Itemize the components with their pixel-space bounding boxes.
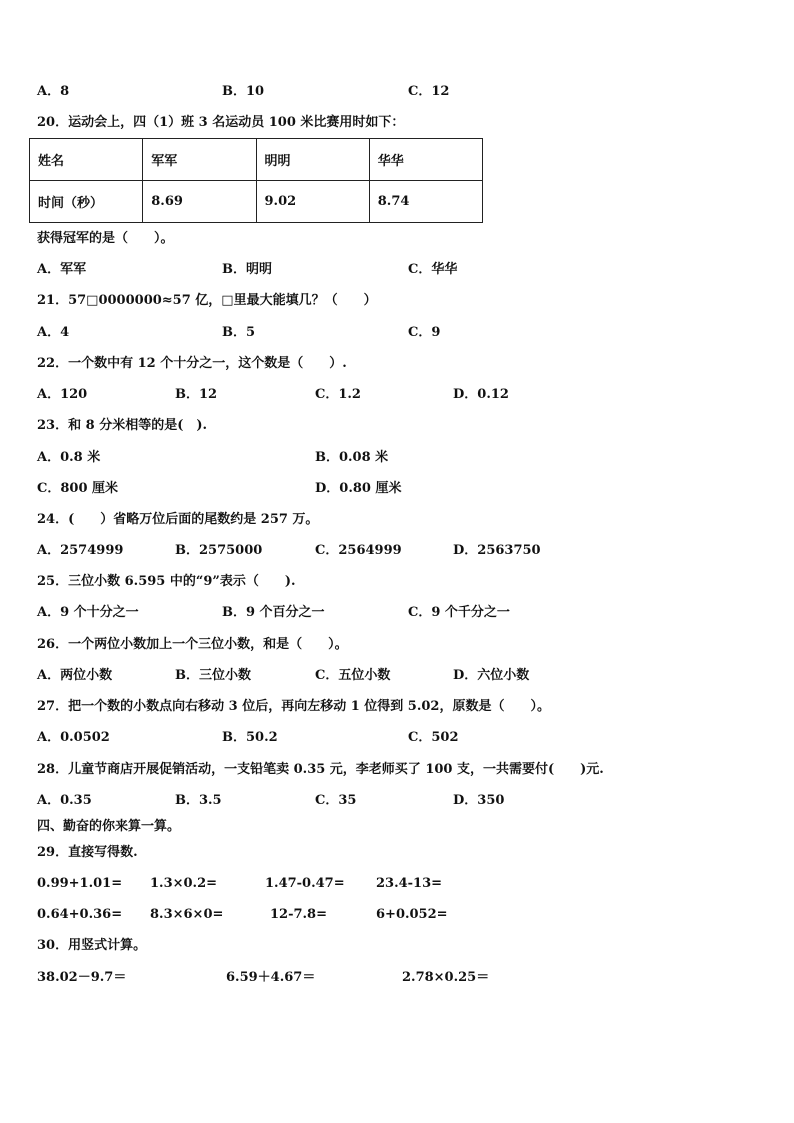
- q27-option-a: A．0.0502: [37, 730, 110, 745]
- q30-item: 6.59＋4.67＝: [226, 970, 316, 985]
- q29-item: 0.64+0.36=: [37, 907, 123, 922]
- q27-stem: 27．把一个数的小数点向右移动 3 位后，再向左移动 1 位得到 5.02，原数是（ ）。: [37, 699, 550, 714]
- q23-option-a: A．0.8 米: [37, 450, 101, 465]
- q20-time-table: [29, 138, 483, 223]
- q29-item: 1.47-0.47=: [265, 876, 345, 891]
- q26-option-d: D．六位小数: [453, 668, 530, 683]
- q21-option-c: C．9: [408, 325, 441, 340]
- table-cell: 姓名: [30, 139, 143, 181]
- q23-option-d: D．0.80 厘米: [315, 481, 402, 496]
- table-cell: 8.69: [143, 181, 256, 223]
- section-title: 四、勤奋的你来算一算。: [37, 819, 181, 834]
- q21-stem: 21．57□0000000≈57 亿，□里最大能填几？（ ）: [37, 293, 377, 308]
- q22-option-b: B．12: [175, 387, 218, 402]
- q27-option-b: B．50.2: [222, 730, 278, 745]
- q20-option-a: A．军军: [37, 262, 87, 277]
- table-cell: 9.02: [256, 181, 369, 223]
- q29-item: 6+0.052=: [376, 907, 448, 922]
- q26-option-a: A．两位小数: [37, 668, 113, 683]
- table-cell: 华华: [369, 139, 482, 181]
- q25-option-b: B．9 个百分之一: [222, 605, 325, 620]
- q26-stem: 26．一个两位小数加上一个三位小数，和是（ ）。: [37, 637, 348, 652]
- q24-option-b: B．2575000: [175, 543, 263, 558]
- q21-option-a: A．4: [37, 325, 70, 340]
- q25-stem: 25．三位小数 6.595 中的“9”表示（ ).: [37, 574, 296, 589]
- q26-option-b: B．三位小数: [175, 668, 251, 683]
- q24-option-a: A．2574999: [37, 543, 124, 558]
- q25-option-a: A．9 个十分之一: [37, 605, 139, 620]
- q27-option-c: C．502: [408, 730, 459, 745]
- table-row: [30, 181, 483, 223]
- table-cell: 时间（秒）: [30, 181, 143, 223]
- q28-option-c: C．35: [315, 793, 357, 808]
- table-cell: 8.74: [369, 181, 482, 223]
- q24-stem: 24．( ）省略万位后面的尾数约是 257 万。: [37, 512, 319, 527]
- q26-option-c: C．五位小数: [315, 668, 391, 683]
- q24-option-c: C．2564999: [315, 543, 402, 558]
- q28-option-b: B．3.5: [175, 793, 222, 808]
- q21-option-b: B．5: [222, 325, 256, 340]
- q22-option-a: A．120: [37, 387, 88, 402]
- q29-item: 1.3×0.2=: [150, 876, 218, 891]
- q24-option-d: D．2563750: [453, 543, 541, 558]
- q30-item: 2.78×0.25＝: [402, 970, 490, 985]
- q19-option-a: A．8: [37, 84, 70, 99]
- q23-stem: 23．和 8 分米相等的是( ).: [37, 418, 208, 433]
- table-row: [30, 139, 483, 181]
- q30-stem: 30．用竖式计算。: [37, 938, 147, 953]
- q20-option-c: C．华华: [408, 262, 458, 277]
- q19-option-c: C．12: [408, 84, 450, 99]
- q29-item: 12-7.8=: [270, 907, 327, 922]
- q28-option-a: A．0.35: [37, 793, 92, 808]
- q25-option-c: C．9 个千分之一: [408, 605, 510, 620]
- q22-option-d: D．0.12: [453, 387, 509, 402]
- q28-stem: 28．儿童节商店开展促销活动，一支铅笔卖 0.35 元，李老师买了 100 支，一共需要付( )元.: [37, 762, 604, 777]
- q30-item: 38.02－9.7＝: [37, 970, 127, 985]
- q23-option-b: B．0.08 米: [315, 450, 389, 465]
- q29-item: 23.4-13=: [376, 876, 443, 891]
- q29-item: 8.3×6×0=: [150, 907, 224, 922]
- table-cell: 军军: [143, 139, 256, 181]
- q20-followup: 获得冠军的是（ ）。: [37, 231, 174, 246]
- q29-item: 0.99+1.01=: [37, 876, 123, 891]
- q22-option-c: C．1.2: [315, 387, 361, 402]
- q19-option-b: B．10: [222, 84, 265, 99]
- q22-stem: 22．一个数中有 12 个十分之一，这个数是（ ）.: [37, 356, 347, 371]
- q28-option-d: D．350: [453, 793, 505, 808]
- q20-option-b: B．明明: [222, 262, 272, 277]
- q20-stem: 20．运动会上，四（1）班 3 名运动员 100 米比赛用时如下：: [37, 115, 405, 130]
- table-cell: 明明: [256, 139, 369, 181]
- q23-option-c: C．800 厘米: [37, 481, 119, 496]
- q29-stem: 29．直接写得数.: [37, 845, 138, 860]
